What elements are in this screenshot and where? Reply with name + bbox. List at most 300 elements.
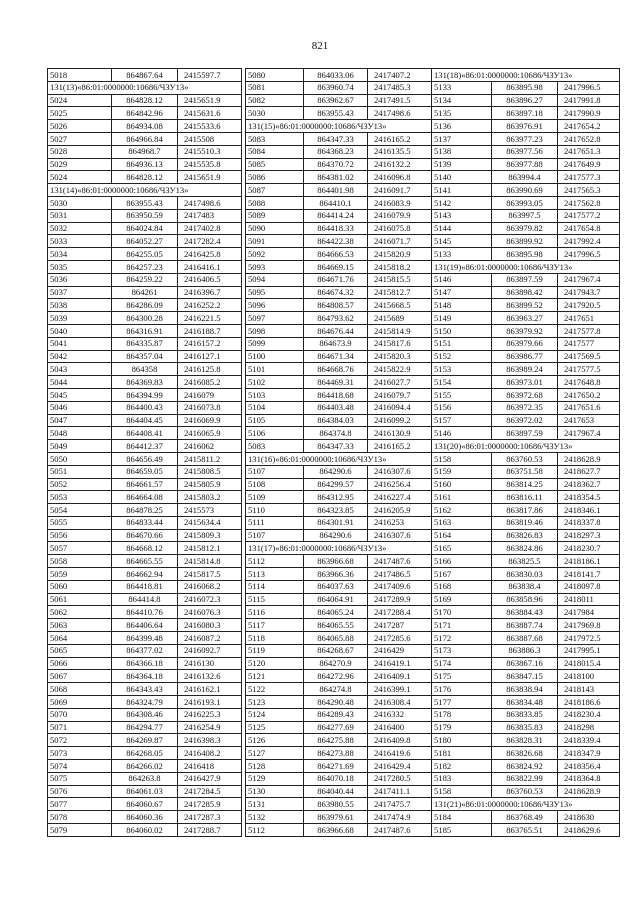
table-row xyxy=(246,427,432,440)
x-coordinate: 864290.48 xyxy=(304,696,368,709)
point-number: 5073 xyxy=(48,747,112,760)
x-coordinate: 864024.84 xyxy=(112,222,178,235)
point-number: 5162 xyxy=(432,504,492,517)
table-row xyxy=(246,222,432,235)
y-coordinate: 2415812.1 xyxy=(178,542,242,555)
y-coordinate: 2416094.4 xyxy=(368,401,432,414)
y-coordinate: 2418298 xyxy=(558,721,620,734)
x-coordinate: 864268.05 xyxy=(112,747,178,760)
point-number: 5096 xyxy=(246,299,304,312)
y-coordinate: 2417649.9 xyxy=(558,158,620,171)
section-label: 131(21)«86:01:0000000:10686/ЧЗУ13» xyxy=(432,798,620,811)
table-row xyxy=(432,273,620,286)
x-coordinate: 864065.24 xyxy=(304,606,368,619)
y-coordinate: 2417652.8 xyxy=(558,132,620,145)
point-number: 5173 xyxy=(432,644,492,657)
point-number: 5138 xyxy=(432,145,492,158)
y-coordinate: 2417287.3 xyxy=(178,811,242,824)
table-row xyxy=(246,312,432,325)
x-coordinate: 863977.23 xyxy=(492,132,558,145)
x-coordinate: 864269.87 xyxy=(112,734,178,747)
y-coordinate: 2417411.1 xyxy=(368,785,432,798)
x-coordinate: 863819.46 xyxy=(492,516,558,529)
table-row xyxy=(246,504,432,517)
table-row xyxy=(246,772,432,785)
point-number: 5135 xyxy=(432,107,492,120)
table-row xyxy=(432,81,620,94)
y-coordinate: 2417943.7 xyxy=(558,286,620,299)
table-row xyxy=(48,696,242,709)
x-coordinate: 863838.4 xyxy=(492,580,558,593)
y-coordinate: 2418354.5 xyxy=(558,491,620,504)
x-coordinate: 864404.45 xyxy=(112,414,178,427)
y-coordinate: 2417972.5 xyxy=(558,632,620,645)
y-coordinate: 2416127.1 xyxy=(178,350,242,363)
table-row xyxy=(48,312,242,325)
x-coordinate: 864408.41 xyxy=(112,427,178,440)
table-row xyxy=(246,760,432,773)
y-coordinate: 2416072.3 xyxy=(178,593,242,606)
y-coordinate: 2416132.6 xyxy=(178,670,242,683)
x-coordinate: 864406.64 xyxy=(112,619,178,632)
table-row xyxy=(246,260,432,273)
x-coordinate: 863835.83 xyxy=(492,721,558,734)
y-coordinate: 2418364.8 xyxy=(558,772,620,785)
point-number: 5107 xyxy=(246,465,304,478)
point-number: 5156 xyxy=(432,401,492,414)
y-coordinate: 2416130 xyxy=(178,657,242,670)
point-number: 5178 xyxy=(432,708,492,721)
point-number: 5151 xyxy=(432,337,492,350)
table-row xyxy=(432,299,620,312)
point-number: 5037 xyxy=(48,286,112,299)
x-coordinate: 864656.49 xyxy=(112,452,178,465)
x-coordinate: 864294.77 xyxy=(112,721,178,734)
table-row xyxy=(48,414,242,427)
y-coordinate: 2417967.4 xyxy=(558,427,620,440)
x-coordinate: 864052.27 xyxy=(112,235,178,248)
point-number: 5066 xyxy=(48,657,112,670)
x-coordinate: 864300.28 xyxy=(112,312,178,325)
x-coordinate: 864828.12 xyxy=(112,94,178,107)
table-row xyxy=(48,440,242,453)
y-coordinate: 2416221.5 xyxy=(178,312,242,325)
table-row xyxy=(246,414,432,427)
table-row xyxy=(432,120,620,133)
table-row xyxy=(432,248,620,261)
y-coordinate: 2417651.3 xyxy=(558,145,620,158)
point-number: 5116 xyxy=(246,606,304,619)
y-coordinate: 2417491.5 xyxy=(368,94,432,107)
point-number: 5126 xyxy=(246,734,304,747)
y-coordinate: 2418630 xyxy=(558,811,620,824)
y-coordinate: 2417654.2 xyxy=(558,120,620,133)
y-coordinate: 2417984 xyxy=(558,606,620,619)
table-row xyxy=(48,209,242,222)
x-coordinate: 863867.16 xyxy=(492,657,558,670)
x-coordinate: 864370.72 xyxy=(304,158,368,171)
point-number: 5122 xyxy=(246,683,304,696)
point-number: 5105 xyxy=(246,414,304,427)
point-number: 5159 xyxy=(432,465,492,478)
y-coordinate: 2416162.1 xyxy=(178,683,242,696)
y-coordinate: 2417565.3 xyxy=(558,184,620,197)
y-coordinate: 2416227.4 xyxy=(368,491,432,504)
point-number: 5181 xyxy=(432,747,492,760)
x-coordinate: 863847.15 xyxy=(492,670,558,683)
point-number: 5110 xyxy=(246,504,304,517)
y-coordinate: 2415803.2 xyxy=(178,491,242,504)
y-coordinate: 2417577.2 xyxy=(558,209,620,222)
y-coordinate: 2416125.8 xyxy=(178,363,242,376)
x-coordinate: 863898.42 xyxy=(492,286,558,299)
point-number: 5053 xyxy=(48,491,112,504)
point-number: 5065 xyxy=(48,644,112,657)
point-number: 5076 xyxy=(48,785,112,798)
table-row xyxy=(432,107,620,120)
coordinate-table-left xyxy=(47,68,242,837)
point-number: 5099 xyxy=(246,337,304,350)
table-row xyxy=(432,452,620,465)
point-number: 5029 xyxy=(48,158,112,171)
y-coordinate: 2416332 xyxy=(368,708,432,721)
table-row xyxy=(432,580,620,593)
table-row xyxy=(246,248,432,261)
x-coordinate: 863979.66 xyxy=(492,337,558,350)
table-row xyxy=(48,401,242,414)
x-coordinate: 863833.85 xyxy=(492,708,558,721)
y-coordinate: 2418362.7 xyxy=(558,478,620,491)
table-row xyxy=(246,785,432,798)
x-coordinate: 864070.18 xyxy=(304,772,368,785)
x-coordinate: 863887.68 xyxy=(492,632,558,645)
y-coordinate: 2416188.7 xyxy=(178,324,242,337)
y-coordinate: 2416252.2 xyxy=(178,299,242,312)
table-row xyxy=(48,670,242,683)
point-number: 5125 xyxy=(246,721,304,734)
x-coordinate: 863895.98 xyxy=(492,248,558,261)
table-row xyxy=(432,132,620,145)
point-number: 5155 xyxy=(432,388,492,401)
table-row xyxy=(48,158,242,171)
x-coordinate: 864394.99 xyxy=(112,388,178,401)
x-coordinate: 864808.57 xyxy=(304,299,368,312)
y-coordinate: 2418097.8 xyxy=(558,580,620,593)
table-row xyxy=(48,683,242,696)
point-number: 5040 xyxy=(48,324,112,337)
table-row xyxy=(48,260,242,273)
x-coordinate: 864347.33 xyxy=(304,440,368,453)
x-coordinate: 863826.83 xyxy=(492,529,558,542)
y-coordinate: 2417483 xyxy=(178,209,242,222)
point-number: 5077 xyxy=(48,798,112,811)
x-coordinate: 864259.22 xyxy=(112,273,178,286)
section-header-row xyxy=(432,440,620,453)
y-coordinate: 2416253 xyxy=(368,516,432,529)
y-coordinate: 2417475.7 xyxy=(368,798,432,811)
y-coordinate: 2415818.2 xyxy=(368,260,432,273)
table-row xyxy=(246,580,432,593)
y-coordinate: 2417651.6 xyxy=(558,401,620,414)
table-row xyxy=(246,363,432,376)
table-row xyxy=(246,184,432,197)
table-row xyxy=(48,273,242,286)
point-number: 5149 xyxy=(432,312,492,325)
point-number: 5163 xyxy=(432,516,492,529)
table-row xyxy=(246,350,432,363)
x-coordinate: 864312.95 xyxy=(304,491,368,504)
x-coordinate: 863816.11 xyxy=(492,491,558,504)
table-row xyxy=(432,196,620,209)
table-row xyxy=(246,798,432,811)
y-coordinate: 2418337.8 xyxy=(558,516,620,529)
y-coordinate: 2416256.4 xyxy=(368,478,432,491)
y-coordinate: 2416065.9 xyxy=(178,427,242,440)
x-coordinate: 863897.18 xyxy=(492,107,558,120)
point-number: 5070 xyxy=(48,708,112,721)
table-row xyxy=(48,811,242,824)
x-coordinate: 864347.33 xyxy=(304,132,368,145)
table-row xyxy=(48,299,242,312)
table-row xyxy=(432,747,620,760)
point-number: 5062 xyxy=(48,606,112,619)
table-row xyxy=(432,427,620,440)
table-row xyxy=(432,312,620,325)
y-coordinate: 2416079.7 xyxy=(368,388,432,401)
x-coordinate: 864671.34 xyxy=(304,350,368,363)
x-coordinate: 864665.55 xyxy=(112,555,178,568)
y-coordinate: 2417288.4 xyxy=(368,606,432,619)
x-coordinate: 863997.5 xyxy=(492,209,558,222)
y-coordinate: 2415689 xyxy=(368,312,432,325)
table-row xyxy=(48,606,242,619)
point-number: 5136 xyxy=(432,120,492,133)
point-number: 5058 xyxy=(48,555,112,568)
y-coordinate: 2415808.5 xyxy=(178,465,242,478)
x-coordinate: 863825.5 xyxy=(492,555,558,568)
x-coordinate: 864414.24 xyxy=(304,209,368,222)
table-row xyxy=(432,363,620,376)
point-number: 5147 xyxy=(432,286,492,299)
table-row xyxy=(246,721,432,734)
table-row xyxy=(48,388,242,401)
table-row xyxy=(48,772,242,785)
table-row xyxy=(432,593,620,606)
x-coordinate: 863822.99 xyxy=(492,772,558,785)
table-row xyxy=(432,350,620,363)
x-coordinate: 864662.94 xyxy=(112,568,178,581)
point-number: 5150 xyxy=(432,324,492,337)
y-coordinate: 2417280.5 xyxy=(368,772,432,785)
x-coordinate: 864275.88 xyxy=(304,734,368,747)
y-coordinate: 2416073.8 xyxy=(178,401,242,414)
x-coordinate: 863966.68 xyxy=(304,555,368,568)
table-row xyxy=(48,760,242,773)
y-coordinate: 2417920.5 xyxy=(558,299,620,312)
point-number: 5180 xyxy=(432,734,492,747)
table-row xyxy=(432,209,620,222)
y-coordinate: 2417285.6 xyxy=(368,632,432,645)
point-number: 5132 xyxy=(246,811,304,824)
table-row xyxy=(432,414,620,427)
y-coordinate: 2416096.8 xyxy=(368,171,432,184)
coordinate-table xyxy=(245,68,432,837)
table-row xyxy=(432,619,620,632)
y-coordinate: 2418230.4 xyxy=(558,708,620,721)
point-number: 5030 xyxy=(246,107,304,120)
y-coordinate: 2416400 xyxy=(368,721,432,734)
section-header-row xyxy=(246,452,432,465)
x-coordinate: 864290.6 xyxy=(304,465,368,478)
table-row xyxy=(246,734,432,747)
x-coordinate: 864273.88 xyxy=(304,747,368,760)
x-coordinate: 864290.6 xyxy=(304,529,368,542)
point-number: 5166 xyxy=(432,555,492,568)
x-coordinate: 863989.24 xyxy=(492,363,558,376)
x-coordinate: 864061.03 xyxy=(112,785,178,798)
point-number: 5131 xyxy=(246,798,304,811)
x-coordinate: 864412.37 xyxy=(112,440,178,453)
point-number: 5035 xyxy=(48,260,112,273)
y-coordinate: 2415668.5 xyxy=(368,299,432,312)
y-coordinate: 2417498.6 xyxy=(368,107,432,120)
y-coordinate: 2416062 xyxy=(178,440,242,453)
point-number: 5024 xyxy=(48,171,112,184)
y-coordinate: 2415817.6 xyxy=(368,337,432,350)
y-coordinate: 2416075.8 xyxy=(368,222,432,235)
x-coordinate: 864410.76 xyxy=(112,606,178,619)
point-number: 5072 xyxy=(48,734,112,747)
table-row xyxy=(432,376,620,389)
point-number: 5049 xyxy=(48,440,112,453)
table-row xyxy=(432,568,620,581)
y-coordinate: 2417650.2 xyxy=(558,388,620,401)
table-row xyxy=(432,811,620,824)
x-coordinate: 863899.52 xyxy=(492,299,558,312)
y-coordinate: 2415809.3 xyxy=(178,529,242,542)
point-number: 5102 xyxy=(246,376,304,389)
x-coordinate: 863994.4 xyxy=(492,171,558,184)
y-coordinate: 2415814.8 xyxy=(178,555,242,568)
x-coordinate: 864400.43 xyxy=(112,401,178,414)
x-coordinate: 864666.53 xyxy=(304,248,368,261)
x-coordinate: 863760.53 xyxy=(492,785,558,798)
point-number: 5018 xyxy=(48,69,112,82)
y-coordinate: 2418100 xyxy=(558,670,620,683)
table-row xyxy=(246,568,432,581)
x-coordinate: 863980.55 xyxy=(304,798,368,811)
x-coordinate: 863955.43 xyxy=(304,107,368,120)
table-row xyxy=(48,785,242,798)
point-number: 5080 xyxy=(246,69,304,82)
y-coordinate: 2416071.7 xyxy=(368,235,432,248)
point-number: 5139 xyxy=(432,158,492,171)
y-coordinate: 2418629.6 xyxy=(558,824,620,837)
x-coordinate: 864286.09 xyxy=(112,299,178,312)
x-coordinate: 864065.88 xyxy=(304,632,368,645)
point-number: 5182 xyxy=(432,760,492,773)
x-coordinate: 864418.68 xyxy=(304,388,368,401)
section-header-row xyxy=(48,184,242,197)
point-number: 5172 xyxy=(432,632,492,645)
x-coordinate: 864255.05 xyxy=(112,248,178,261)
point-number: 5050 xyxy=(48,452,112,465)
table-row xyxy=(432,235,620,248)
point-number: 5078 xyxy=(48,811,112,824)
point-number: 5144 xyxy=(432,222,492,235)
point-number: 5051 xyxy=(48,465,112,478)
table-row xyxy=(48,504,242,517)
x-coordinate: 864384.03 xyxy=(304,414,368,427)
section-label: 131(19)«86:01:0000000:10686/ЧЗУ13» xyxy=(432,260,620,273)
table-row xyxy=(432,606,620,619)
point-number: 5161 xyxy=(432,491,492,504)
x-coordinate: 864878.25 xyxy=(112,504,178,517)
x-coordinate: 864936.13 xyxy=(112,158,178,171)
x-coordinate: 863826.68 xyxy=(492,747,558,760)
y-coordinate: 2417498.6 xyxy=(178,196,242,209)
x-coordinate: 864270.9 xyxy=(304,657,368,670)
table-row xyxy=(246,708,432,721)
point-number: 5123 xyxy=(246,696,304,709)
point-number: 5047 xyxy=(48,414,112,427)
table-row xyxy=(48,824,242,837)
table-row xyxy=(432,388,620,401)
x-coordinate: 863972.02 xyxy=(492,414,558,427)
y-coordinate: 2416079.9 xyxy=(368,209,432,222)
section-label: 131(17)«86:01:0000000:10686/ЧЗУ13» xyxy=(246,542,432,555)
point-number: 5114 xyxy=(246,580,304,593)
table-row xyxy=(48,593,242,606)
y-coordinate: 2417487.6 xyxy=(368,555,432,568)
y-coordinate: 2417282.4 xyxy=(178,235,242,248)
y-coordinate: 2416099.2 xyxy=(368,414,432,427)
table-row xyxy=(48,132,242,145)
table-row xyxy=(246,324,432,337)
x-coordinate: 863979.61 xyxy=(304,811,368,824)
y-coordinate: 2416429.4 xyxy=(368,760,432,773)
table-row xyxy=(246,132,432,145)
point-number: 5039 xyxy=(48,312,112,325)
point-number: 5175 xyxy=(432,670,492,683)
point-number: 5041 xyxy=(48,337,112,350)
point-number: 5085 xyxy=(246,158,304,171)
point-number: 5036 xyxy=(48,273,112,286)
x-coordinate: 864357.04 xyxy=(112,350,178,363)
table-row xyxy=(246,388,432,401)
x-coordinate: 864668.76 xyxy=(304,363,368,376)
point-number: 5165 xyxy=(432,542,492,555)
x-coordinate: 864037.63 xyxy=(304,580,368,593)
point-number: 5100 xyxy=(246,350,304,363)
y-coordinate: 2416418 xyxy=(178,760,242,773)
y-coordinate: 2417991.8 xyxy=(558,94,620,107)
x-coordinate: 863828.31 xyxy=(492,734,558,747)
y-coordinate: 2417654.8 xyxy=(558,222,620,235)
x-coordinate: 864374.8 xyxy=(304,427,368,440)
point-number: 5095 xyxy=(246,286,304,299)
point-number: 5153 xyxy=(432,363,492,376)
section-header-row xyxy=(432,69,620,82)
x-coordinate: 864257.23 xyxy=(112,260,178,273)
y-coordinate: 2417486.5 xyxy=(368,568,432,581)
x-coordinate: 864867.64 xyxy=(112,69,178,82)
y-coordinate: 2417577.8 xyxy=(558,324,620,337)
y-coordinate: 2416092.7 xyxy=(178,644,242,657)
coordinate-table xyxy=(431,68,620,837)
point-number: 5026 xyxy=(48,120,112,133)
y-coordinate: 2415533.6 xyxy=(178,120,242,133)
